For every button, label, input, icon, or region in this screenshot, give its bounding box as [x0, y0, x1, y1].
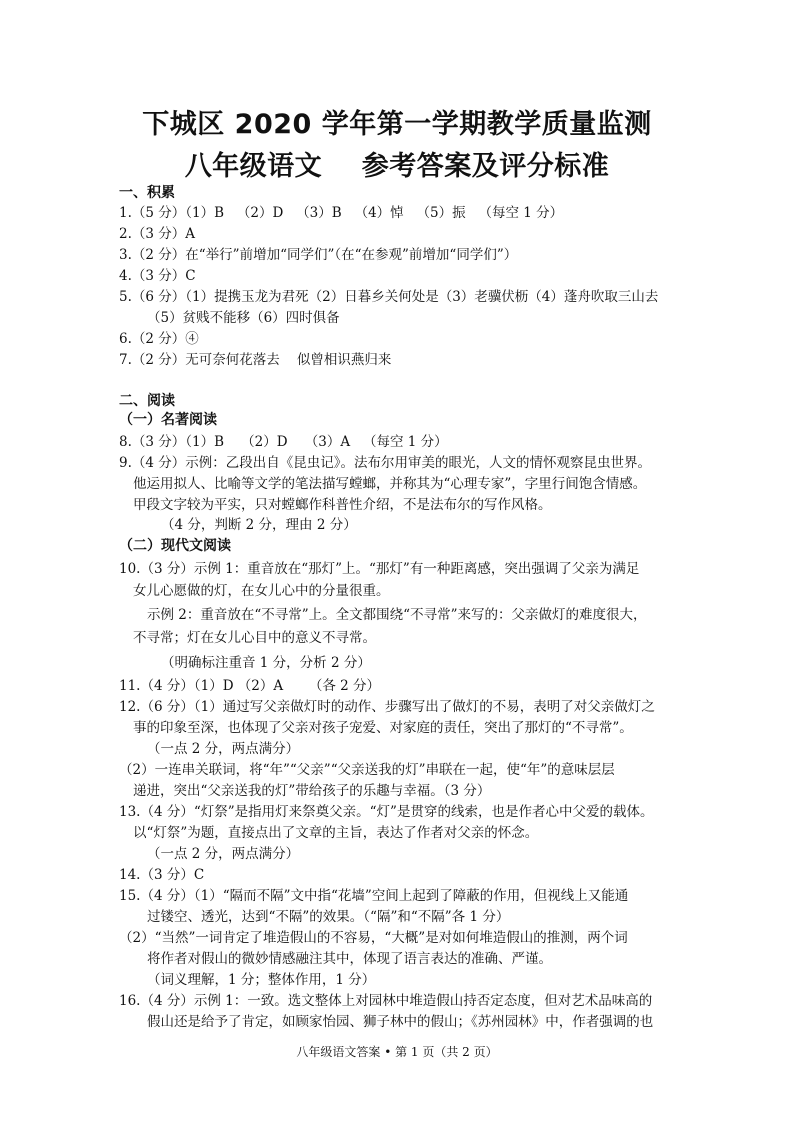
answer-line: 将作者对假山的微妙情感融注其中，体现了语言表达的准确、严谨。 — [147, 951, 552, 967]
answer-line: 3.（2 分）在“举行”前增加“同学们”（在“在参观”前增加“同学们”） — [119, 247, 518, 263]
subsection-heading: （一）名著阅读 — [119, 412, 217, 428]
answer-line: 8.（3 分）（1）B （2）D （3）A （每空 1 分） — [119, 434, 448, 450]
answer-line: 他运用拟人、比喻等文学的笔法描写螳螂，并称其为“心理专家”，字里行间饱含情感。 — [133, 476, 647, 492]
answer-line: 女儿心愿做的灯，在女儿心中的分量很重。 — [133, 583, 390, 599]
section-heading: 一、积累 — [119, 185, 175, 201]
answer-line: 2.（3 分）A — [119, 226, 196, 242]
answer-line: （2）一连串关联词，将“年”“父亲”“父亲送我的灯”串联在一起，使“年”的意味层层 — [119, 762, 615, 778]
answer-line: 13.（4 分）“灯祭”是指用灯来祭奠父亲。“灯”是贯穿的线索，也是作者心中父爱的载体。 — [119, 804, 654, 820]
answer-line: 11.（4 分）（1）D （2）A （各 2 分） — [119, 678, 381, 694]
answer-line: 7.（2 分）无可奈何花落去 似曾相识燕归来 — [119, 352, 392, 368]
subsection-heading: （二）现代文阅读 — [119, 538, 231, 554]
document-title: 下城区 2020 学年第一学期教学质量监测 — [142, 109, 652, 140]
scoring-note: （一点 2 分，两点满分） — [147, 846, 300, 862]
answer-line: 假山还是给予了肯定，如顾家怡园、狮子林中的假山；《苏州园林》中，作者强调的也 — [147, 1014, 654, 1030]
answer-line: 15.（4 分）（1）“隔而不隔”文中指“花墙”空间上起到了障蔽的作用，但视线上又能通 — [119, 888, 629, 904]
answer-line: 9.（4 分）示例：乙段出自《昆虫记》。法布尔用审美的眼光，人文的情怀观察昆虫世界。 — [119, 455, 652, 471]
scoring-note: （词义理解，1 分；整体作用，1 分） — [147, 972, 376, 988]
answer-line: 递进，突出“父亲送我的灯”带给孩子的乐趣与幸福。（3 分） — [133, 783, 491, 799]
scoring-note: （一点 2 分，两点满分） — [147, 741, 300, 757]
answer-line: 4.（3 分）C — [119, 268, 196, 284]
answer-line: （5）贫贱不能移（6）四时俱备 — [147, 310, 340, 326]
scoring-note: （明确标注重音 1 分，分析 2 分） — [161, 655, 371, 671]
answer-line: 1.（5 分）（1）B （2）D （3）B （4）悼 （5）振 （每空 1 分） — [119, 205, 564, 221]
document-subtitle: 八年级语文 参考答案及评分标准 — [184, 151, 610, 182]
answer-line: 过镂空、透光，达到“不隔”的效果。（“隔”和“不隔”各 1 分） — [147, 909, 510, 925]
answer-line: 甲段文字较为平实，只对螳螂作科普性介绍，不是法布尔的写作风格。 — [133, 497, 552, 513]
answer-line: 6.（2 分）④ — [119, 331, 199, 347]
answer-line: 14.（3 分）C — [119, 867, 205, 883]
page-footer: 八年级语文答案 • 第 1 页（共 2 页） — [296, 1045, 498, 1059]
answer-line: 10.（3 分）示例 1：重音放在“那灯”上。“那灯”有一种距离感，突出强调了父亲为满足 — [119, 561, 640, 577]
answer-line: 不寻常；灯在女儿心目中的意义不寻常。 — [133, 630, 376, 646]
answer-line: 5.（6 分）（1）提携玉龙为君死（2）日暮乡关何处是（3）老骥伏枥（4）蓬舟吹取三山去 — [119, 289, 659, 305]
answer-line: 示例 2：重音放在“不寻常”上。全文都围绕“不寻常”来写的：父亲做灯的难度很大， — [147, 607, 647, 623]
answer-line: 12.（6 分）（1）通过写父亲做灯时的动作、步骤写出了做灯的不易，表明了对父亲做灯之 — [119, 699, 655, 715]
answer-line: 16.（4 分）示例 1：一致。选文整体上对园林中堆造假山持否定态度，但对艺术品味高的 — [119, 993, 653, 1009]
scoring-note: （4 分，判断 2 分，理由 2 分） — [161, 517, 357, 533]
answer-line: 以“灯祭”为题，直接点出了文章的主旨，表达了作者对父亲的怀念。 — [133, 825, 539, 841]
section-heading: 二、阅读 — [119, 393, 175, 409]
answer-line: （2）“当然”一词肯定了堆造假山的不容易，“大概”是对如何堆造假山的推测，两个词 — [119, 930, 628, 946]
answer-line: 事的印象至深，也体现了父亲对孩子宠爱、对家庭的责任，突出了那灯的“不寻常”。 — [133, 720, 633, 736]
